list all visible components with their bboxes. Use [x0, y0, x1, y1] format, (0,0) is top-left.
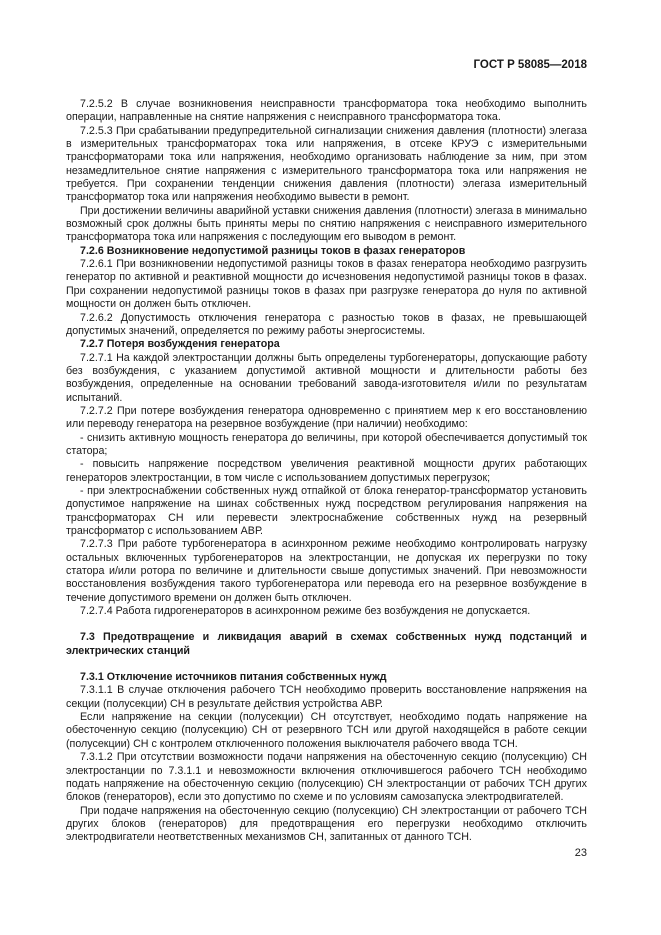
paragraph: Если напряжение на секции (полусекции) СН отсутствует, необходимо подать напряжение на обесточенную секцию (полусекцию) СН от резервного ТСН или другой находящейся в работе секции (полусекции) СН с контролем отключенного положения выключателя рабочего ввода ТСН. [66, 711, 587, 750]
document-body [66, 98, 587, 845]
paragraph: 7.2.7.2 При потере возбуждения генератора одновременно с принятием мер к его восстановлению или переводу генератора на резервное возбуждение (при наличии) необходимо: [66, 404, 587, 431]
paragraph: 7.2.6.1 При возникновении недопустимой разницы токов в фазах генератора необходимо разгрузить генератор по активной и реактивной мощности до исчезновения недопустимой разницы токов в фазах. При сохранении недопустимой разницы токов в фазах при разгрузке генератора до нуля по активной мощности он должен быть отключен. [66, 258, 587, 311]
paragraph: При достижении величины аварийной уставки снижения давления (плотности) элегаза в минимально возможный срок должны быть приняты меры по снятию напряжения с неисправного измерительного трансформатора тока или напряжения с последующим его выводом в ремонт. [66, 204, 587, 244]
list-item: - снизить активную мощность генератора до величины, при которой обеспечивается допустимый ток статора; [66, 431, 587, 457]
paragraph: 7.3.1.2 При отсутствии возможности подачи напряжения на обесточенную секцию (полусекцию) СН электростанции по 7.3.1.1 и невозможности включения отключившегося рабочего ТСН необходимо подать напряжение на обесточенную секцию (полусекцию) СН электростанции от рабочих ТСН других блоков (генераторов), если это допустимо по схеме и по условиям самозапуска электродвигателей. [66, 751, 587, 804]
page-number: 23 [574, 847, 587, 859]
paragraph: 7.2.7.3 При работе турбогенератора в асинхронном режиме необходимо контролировать нагрузку остальных включенных турбогенераторов на электростанции, не допуская их перегрузки по току статора и/или ротора по величине и длительности свыше допустимых значений. При невозможности восстановления возбуждения такого турбогенератора или перевода его на резервное возбуждение в течение допустимого времени он должен быть отключен. [66, 538, 587, 604]
list-item: - повысить напряжение посредством увеличения реактивной мощности других работающих генераторов электростанции, в том числе с использованием допустимых перегрузок; [66, 458, 587, 484]
paragraph: 7.2.5.3 При срабатывании предупредительной сигнализации снижения давления (плотности) элегаза в измерительных трансформаторах тока или напряжения, в отсеке КРУЭ с измерительными трансформаторами тока или напряжения, необходимо организовать наблюдение за ним, при этом незамедлительное снятие напряжения с измерительного трансформатора тока или напряжения не требуется. При сохранении тенденции снижения давления (плотности) элегаза измерительный трансформатор тока или напряжения необходимо вывести в ремонт. [66, 124, 587, 204]
paragraph: 7.2.5.2 В случае возникновения неисправности трансформатора тока необходимо выполнить операции, направленные на снятие напряжения с неисправного трансформатора тока. [66, 98, 587, 124]
subsection-heading: 7.2.7 Потеря возбуждения генератора [80, 338, 280, 351]
subsection-heading: 7.2.6 Возникновение недопустимой разницы токов в фазах генераторов [80, 244, 466, 257]
paragraph: 7.2.7.1 На каждой электростанции должны быть определены турбогенераторы, допускающие работу без возбуждения, с указанием допустимой активной мощности и длительности работы без возбуждения, определенные на основании требований завода-изготовителя и/или по результатам испытаний. [66, 351, 587, 404]
list-item: - при электроснабжении собственных нужд отпайкой от блока генератор-трансформатор установить допустимое напряжение на шинах собственных нужд посредством регулирования напряжения на трансформаторах СН или перевести электроснабжение собственных нужд на резервный трансформатор с использованием АВР. [66, 484, 587, 537]
subsection-heading: 7.3.1 Отключение источников питания собственных нужд [80, 671, 387, 684]
paragraph: 7.3.1.1 В случае отключения рабочего ТСН необходимо проверить восстановление напряжения на секции (полусекции) СН в результате действия устройства АВР. [66, 684, 587, 710]
section-heading: 7.3 Предотвращение и ликвидация аварий в схемах собственных нужд подстанций и электрических станций [66, 631, 587, 657]
paragraph: 7.2.6.2 Допустимость отключения генератора с разностью токов в фазах, не превышающей допустимых значений, определяется по режиму работы энергосистемы. [66, 311, 587, 337]
paragraph: 7.2.7.4 Работа гидрогенераторов в асинхронном режиме без возбуждения не допускается. [80, 605, 531, 618]
document-code: ГОСТ Р 58085—2018 [473, 59, 587, 71]
paragraph: При подаче напряжения на обесточенную секцию (полусекцию) СН электростанции от рабочего ТСН других блоков (генераторов) для предотвращения его перегрузки необходимо отключить электродвигатели неответственных механизмов СН, запитанных от данного ТСН. [66, 804, 587, 844]
